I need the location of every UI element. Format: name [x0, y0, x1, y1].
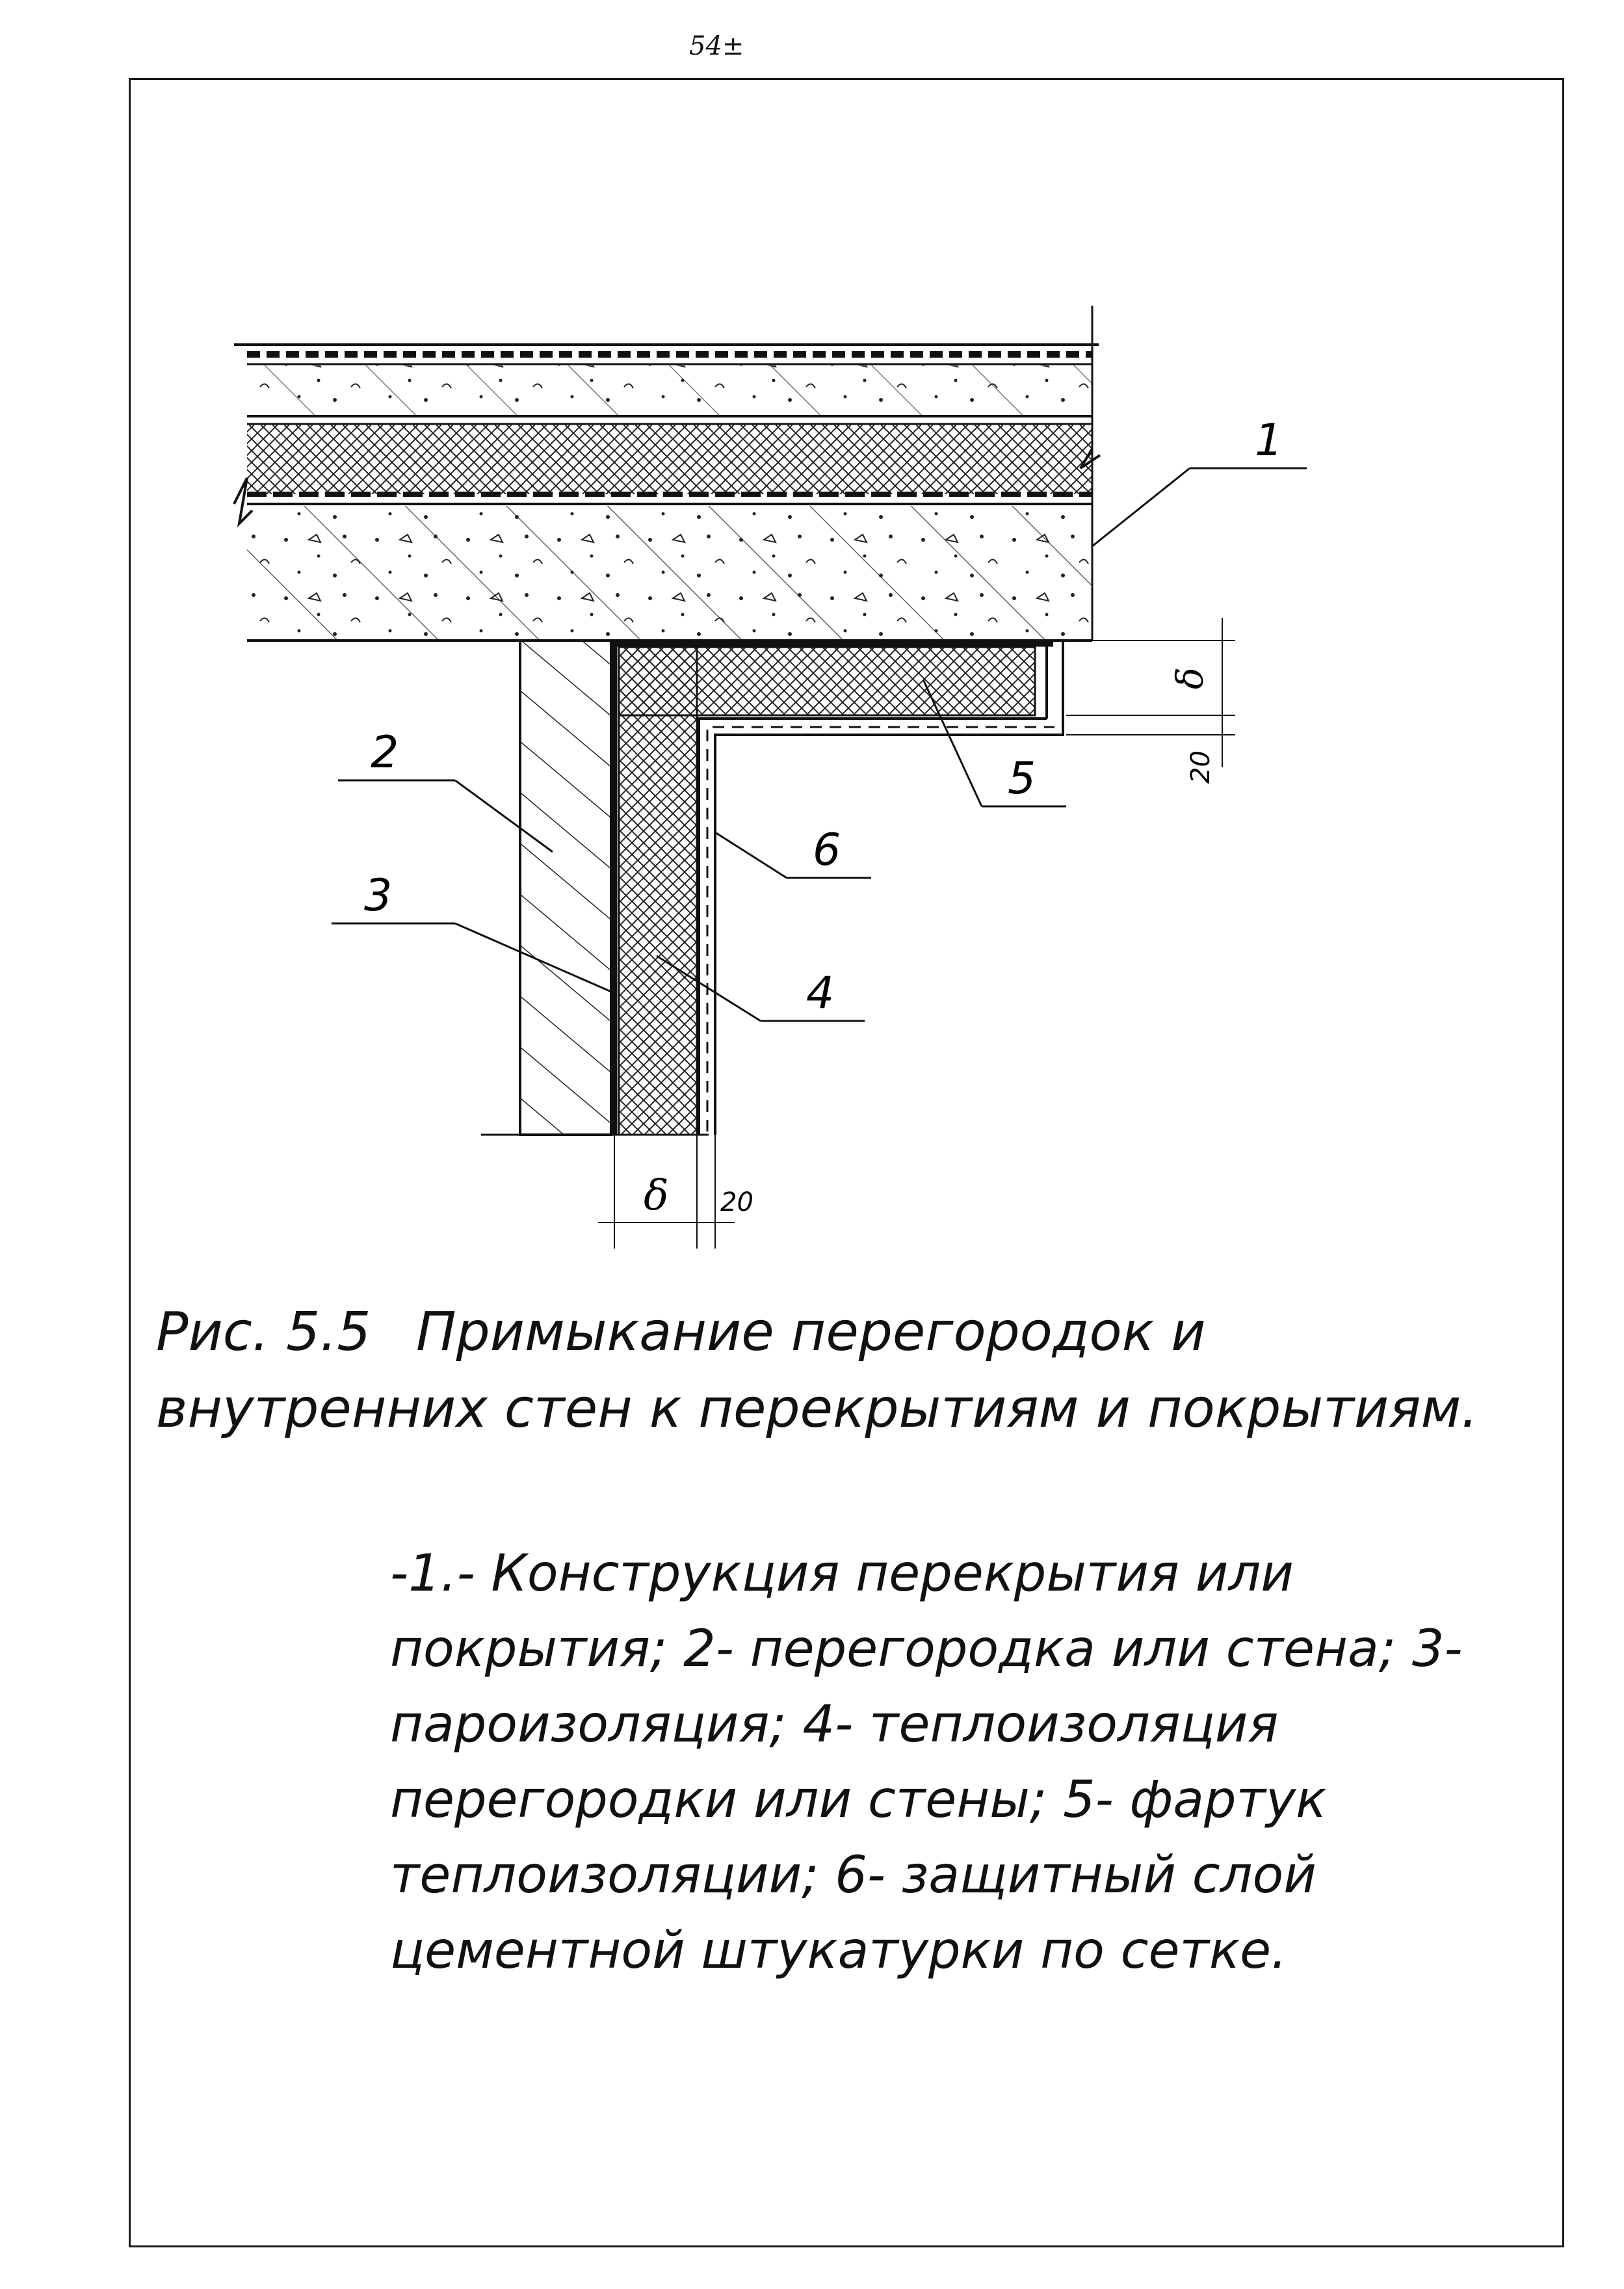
figure-number: Рис. 5.5 — [156, 1301, 371, 1363]
page-number: 54± — [689, 31, 744, 61]
floor-slab-layers — [234, 306, 1100, 641]
figure-caption — [156, 1294, 1521, 1448]
slab-insulation-layer — [247, 424, 1092, 494]
legend-item-2: 2- перегородка или стена; — [683, 1620, 1396, 1678]
callout-2-label: 2 — [371, 727, 399, 778]
legend-item-5: 5- фартук теплоизоляции; — [390, 1771, 1327, 1905]
dimension-vertical-plaster: 20 — [720, 1187, 753, 1217]
callout-4-label: 4 — [806, 968, 835, 1019]
dimension-horizontal-plaster: 20 — [1186, 750, 1216, 784]
dimension-vertical-thickness: δ — [644, 1172, 669, 1220]
dimension-labels — [644, 667, 1216, 1220]
callout-5-label: 5 — [1008, 753, 1036, 804]
insulation-apron — [619, 647, 1035, 715]
figure-legend — [390, 1536, 1560, 1989]
legend-item-4: 4- теплоизоляция перегородки или стены; — [390, 1695, 1279, 1829]
figure-title: Примыкание перегородок и внутренних стен к перекрытиям и покрытиям. — [156, 1301, 1478, 1440]
callout-6-label: 6 — [813, 825, 841, 876]
wall-insulation — [619, 647, 697, 1135]
legend-item-6: 6- защитный слой цементной штукатурки по сетке. — [390, 1846, 1316, 1980]
legend-item-3: 3- пароизоляция; — [390, 1620, 1463, 1754]
legend-item-1: -1.- Конструкция перекрытия или покрытия; — [390, 1544, 1294, 1678]
callout-3-label: 3 — [364, 870, 393, 921]
dimension-horizontal-thickness: δ — [1170, 667, 1212, 689]
callout-1-label: 1 — [1255, 415, 1283, 466]
